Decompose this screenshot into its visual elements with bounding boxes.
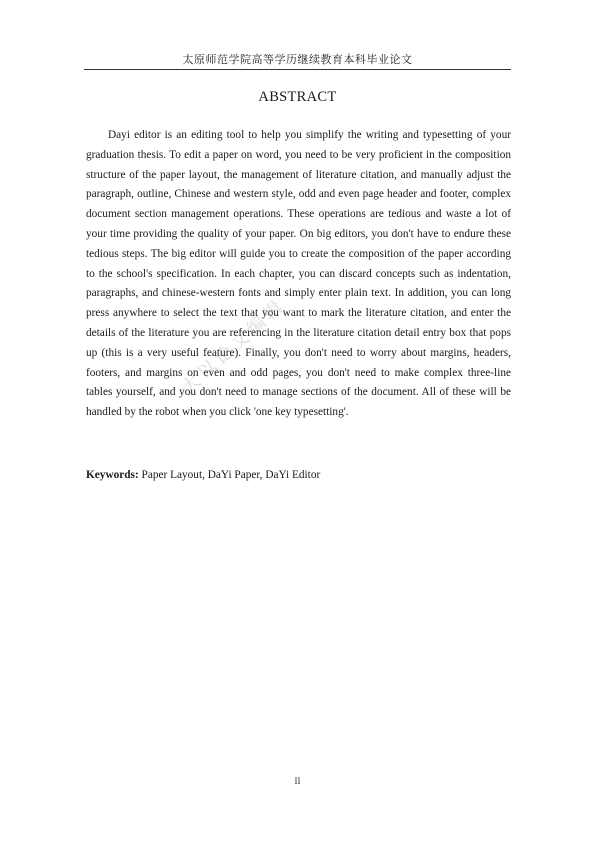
keywords-line	[86, 466, 511, 486]
keywords-label: Keywords:	[86, 469, 139, 481]
watermark: 大以论文编辑	[177, 294, 290, 399]
abstract-title: ABSTRACT	[258, 89, 337, 105]
header-divider	[84, 69, 511, 70]
running-header: 太原师范学院高等学历继续教育本科毕业论文	[182, 54, 413, 66]
abstract-body-text: Dayi editor is an editing tool to help you simplify the writing and typesetting of your graduation thesis. To edit a paper on word, you need to be very proficient in the composition structure of the paper layout, the management of literature citation, and manually adjust the paragraph, outline, Chinese and western style, odd and even page header and footer, complex document section management operations. These operations are tedious and waste a lot of your time providing the quality of your paper. On big editors, you don't have to endure these tedious steps. The big editor will guide you to create the composition of the paper according to the school's specification. In each chapter, you can discard concepts such as indentation, paragraphs, and chinese-western fonts and simply enter plain text. In addition, you can long press anywhere to select the text that you want to mark the literature citation, and enter the details of the literature you are referencing in the literature citation detail entry box that pops up (this is a very useful feature). Finally, you don't need to worry about margins, headers, footers, and margins on even and odd pages, you don't need to make complex three-line tables yourself, and you don't need to manage sections of the document. All of these will be handled by the robot when you click 'one key typesetting'.	[86, 129, 511, 419]
abstract-body	[86, 126, 511, 423]
keywords-value: Paper Layout, DaYi Paper, DaYi Editor	[141, 469, 321, 481]
page-number: II	[294, 776, 301, 786]
